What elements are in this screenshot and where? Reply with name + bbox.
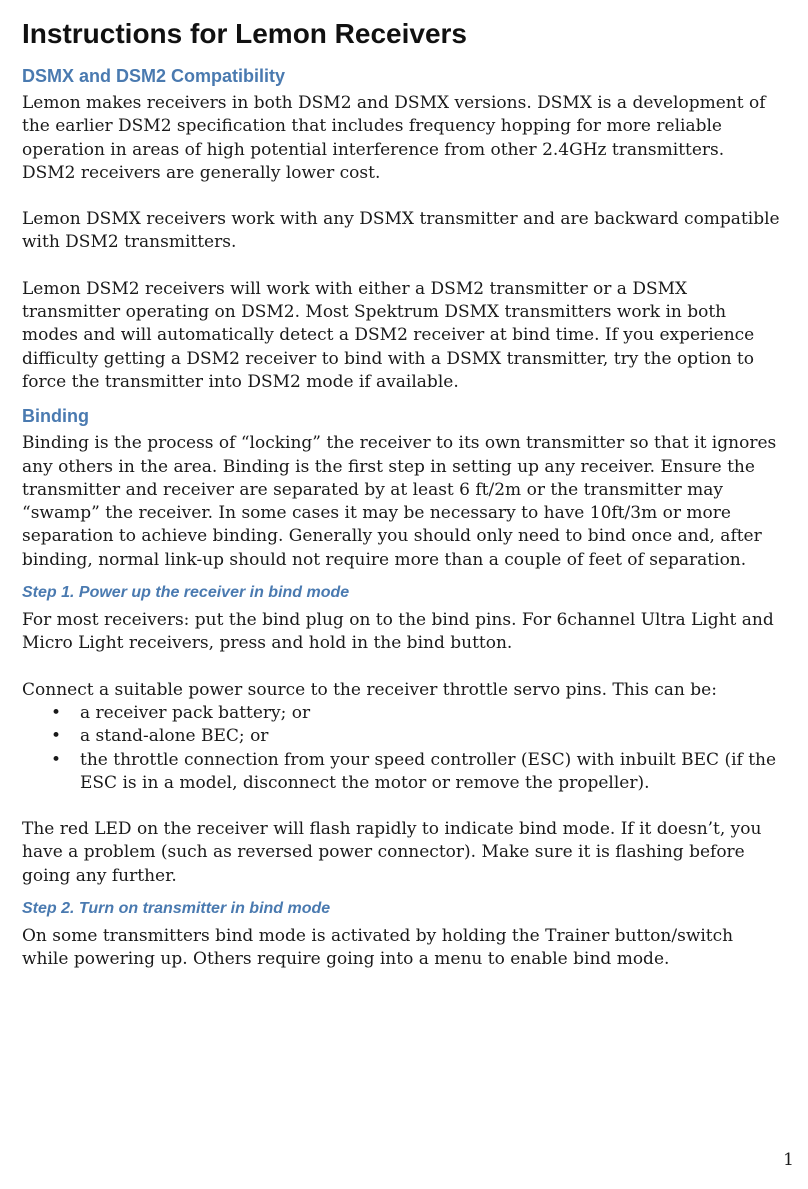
paragraph-binding-1: Binding is the process of “locking” the receiver to its own transmitter so that it ignores any others in the area. Binding is the first step in setting up any receiver. Ensure the transmitter and receiver are separated by at least 6 ft/2m or the transmitter may “swamp” the receiver. In some cases it may be necessary to have 10ft/3m or more separation to achieve binding. Generally you should only need to bind once and, after binding, normal link-up should not require more than a couple of feet of separation. xyxy=(22,433,777,570)
list-item: • the throttle connection from your speed controller (ESC) with inbuilt BEC (if the ESC is in a model, disconnect the motor or remove the propeller). xyxy=(51,749,777,793)
page-title: Instructions for Lemon Receivers xyxy=(22,18,468,49)
section-step-1 xyxy=(22,582,782,888)
page-number: 1 xyxy=(783,1150,794,1170)
heading-binding: Binding xyxy=(22,406,89,427)
power-source-list xyxy=(22,702,782,795)
paragraph-step1-2: Connect a suitable power source to the receiver throttle servo pins. This can be: xyxy=(22,679,717,700)
section-step-2 xyxy=(22,898,782,972)
bullet-icon: • xyxy=(51,702,62,723)
heading-step-2: Step 2. Turn on transmitter in bind mode xyxy=(22,900,331,918)
paragraph-step1-1: For most receivers: put the bind plug on to the bind pins. For 6channel Ultra Light and Micro Light receivers, press and hold in the bind button. xyxy=(22,610,774,654)
list-item: • a stand-alone BEC; or xyxy=(22,725,782,748)
paragraph-step1-3: The red LED on the receiver will flash rapidly to indicate bind mode. If it doesn’t, you have a problem (such as reversed power connector). Make sure it is flashing before going any further. xyxy=(22,819,762,886)
heading-step-1: Step 1. Power up the receiver in bind mode xyxy=(22,584,350,602)
paragraph-compat-1: Lemon makes receivers in both DSM2 and DSMX versions. DSMX is a development of the earlier DSM2 specification that includes frequency hopping for more reliable operation in areas of high potential interference from other 2.4GHz transmitters. DSM2 receivers are generally lower cost. xyxy=(22,93,766,183)
heading-compatibility: DSMX and DSM2 Compatibility xyxy=(22,66,286,86)
bullet-icon: • xyxy=(51,726,62,747)
paragraph-compat-3: Lemon DSM2 receivers will work with either a DSM2 transmitter or a DSMX transmitter operating on DSM2. Most Spektrum DSMX transmitters work in both modes and will automatically detect a DSM2 receiver at bind time. If you experience difficulty getting a DSM2 receiver to bind with a DSMX transmitter, try the option to force the transmitter into DSM2 mode if available. xyxy=(22,278,755,392)
document-page xyxy=(22,14,782,995)
list-item: • a receiver pack battery; or xyxy=(22,702,782,725)
bullet-icon: • xyxy=(51,749,62,770)
paragraph-compat-2: Lemon DSMX receivers work with any DSMX transmitter and are backward compatible with DSM2 transmitters. xyxy=(22,209,780,253)
section-compatibility xyxy=(22,64,782,394)
paragraph-step2-1: On some transmitters bind mode is activated by holding the Trainer button/switch while powering up. Others require going into a menu to enable bind mode. xyxy=(22,926,734,970)
section-binding xyxy=(22,404,782,572)
